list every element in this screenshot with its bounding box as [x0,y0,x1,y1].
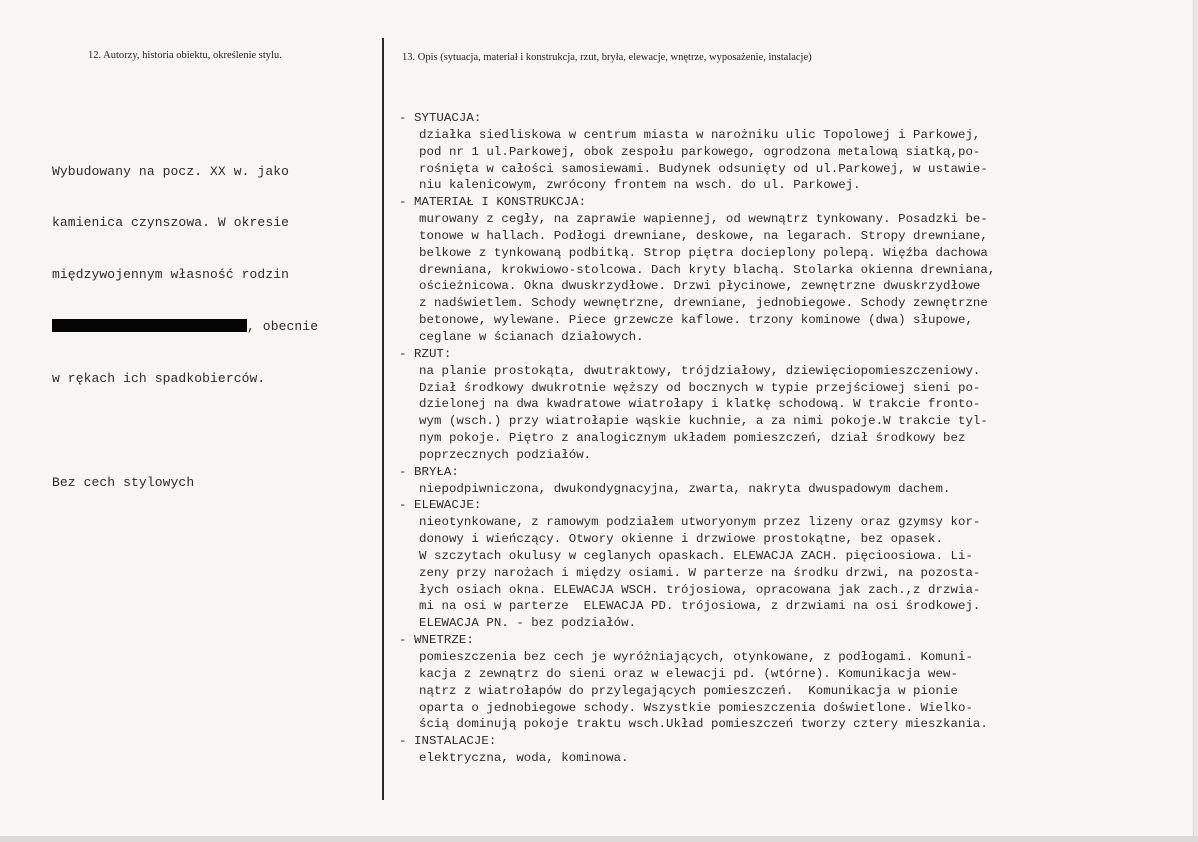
section-line: poprzecznych podziałów. [419,447,592,462]
section-line: dzielonej na dwa kwadratowe wiatrołapy i klatkę schodową. W trakcie fronto- [419,397,981,412]
section-line: ścią dominują pokoje traktu wsch.Układ pomieszczeń tworzy cztery mieszkania. [419,717,988,732]
section-line: łych osiach okna. ELEWACJA WSCH. trójosiowa, opracowana jak zach.,z drzwia- [419,582,981,597]
section-line: ościeżnicowa. Okna dwuskrzydłowe. Drzwi płycinowe, zewnętrzne dwuskrzydłowe [419,279,981,294]
description-section [399,464,995,498]
section-line: W szczytach okulusy w ceglanych opaskach. ELEWACJA ZACH. pięcioosiowa. Li- [419,548,973,563]
section-line: wym (wsch.) przy wiatrołapie wąskie kuchnie, a za nimi pokoje.W trakcie tyl- [419,414,988,429]
section-title: - MATERIAŁ I KONSTRUKCJA: [399,195,587,210]
section-line: pod nr 1 ul.Parkowej, obok zespołu parkowego, ogrodzona metalową siatką,po- [419,144,981,159]
section-line: kacja z zewnątrz do sieni oraz w elewacji pd. (wtórne). Komunikacja wew- [419,666,958,681]
history-line-tail: , obecnie [247,319,319,335]
history-line: międzywojennym własność rodzin [52,267,290,283]
section-line: elektryczna, woda, kominowa. [419,751,629,766]
history-line: Wybudowany na pocz. XX w. jako [52,163,290,179]
section-title: - WNETRZE: [399,633,474,648]
description-section [399,346,995,464]
blank-line [52,422,318,439]
description-section [399,110,995,194]
section-line: z nadświetlem. Schody wewnętrzne, drewniane, jednobiegowe. Schody zewnętrzne [419,296,988,311]
section-line: na planie prostokąta, dwutraktowy, trójdziałowy, dziewięciopomieszczeniowy. [419,363,981,378]
section-line: drewniana, krokwiowo-stolcowa. Dach kryty blachą. Stolarka okienna drewniana, [419,262,996,277]
section-line: niepodpiwniczona, dwukondygnacyjna, zwarta, nakryta dwuspadowym dachem. [419,481,951,496]
section-title: - RZUT: [399,346,452,361]
description-section [399,497,995,632]
description-text [399,110,995,767]
section-line: betonowe, wylewane. Piece grzewcze kaflowe. trzony kominowe (dwa) słupowe, [419,313,973,328]
section-line: Dział środkowy dwukrotnie węższy od bocznych w typie przejściowej sieni po- [419,380,981,395]
history-line-redacted [52,318,318,335]
history-line: w rękach ich spadkobierców. [52,371,266,387]
section-line: ELEWACJA PN. - bez podziałów. [419,616,637,631]
section-title: - BRYŁA: [399,464,459,479]
field-13-heading: 13. Opis (sytuacja, materiał i konstrukcja, rzut, bryła, elewacje, wnętrze, wyposażenie, instalacje) [402,52,812,63]
section-line: nieotynkowane, z ramowym podziałem utworyonym przez lizeny oraz gzymsy kor- [419,515,981,530]
section-line: nym pokoje. Piętro z analogicznym układem pomieszczeń, dział środkowy bez [419,431,966,446]
section-line: rośnięta w całości samosiewami. Budynek odsunięty od ul.Parkowej, w ustawie- [419,161,988,176]
section-line: oparta o jednobiegowe schody. Wszystkie pomieszczenia doświetlone. Wielko- [419,700,973,715]
section-line: ceglane w ścianach działowych. [419,329,644,344]
description-section [399,733,995,767]
section-line: donowy i wieńczący. Otwory okienne i drzwiowe prostokątne, bez opasek. [419,532,943,547]
section-line: pomieszczenia bez cech je wyróżniających, otynkowane, z podłogami. Komuni- [419,650,973,664]
description-section [399,632,995,733]
field-12-heading: 12. Autorzy, historia obiektu, określenie stylu. [88,50,282,61]
redaction-bar [52,319,247,332]
history-line: kamienica czynszowa. W okresie [52,215,290,231]
history-text [52,128,318,509]
section-line: działka siedliskowa w centrum miasta w narożniku ulic Topolowej i Parkowej, [419,127,981,142]
section-title: - INSTALACJE: [399,734,497,749]
section-line: nątrz z wiatrołapów do przylegających pomieszczeń. Komunikacja w pionie [419,683,958,698]
section-line: niu kalenicowym, zwrócony frontem na wsch. do ul. Parkowej. [419,178,861,193]
description-section [399,194,995,346]
section-line: tonowe w hallach. Podłogi drewniane, deskowe, na legarach. Stropy drewniane, [419,228,988,243]
section-line: zeny przy narożach i między osiami. W parterze na środku drzwi, na pozosta- [419,565,981,580]
section-title: - ELEWACJE: [399,498,482,513]
section-title: - SYTUACJA: [399,111,482,125]
section-line: murowany z cegły, na zaprawie wapiennej, od wewnątrz tynkowany. Posadzki be- [419,212,988,227]
section-line: belkowe z tynkowaną podbitką. Strop piętra docieplony polepą. Więźba dachowa [419,245,988,260]
section-line: mi na osi w parterze ELEWACJA PD. trójosiowa, z drzwiami na osi środkowej. [419,599,981,614]
scan-edge [0,836,1198,842]
style-note: Bez cech stylowych [52,474,195,490]
column-divider [382,38,384,800]
